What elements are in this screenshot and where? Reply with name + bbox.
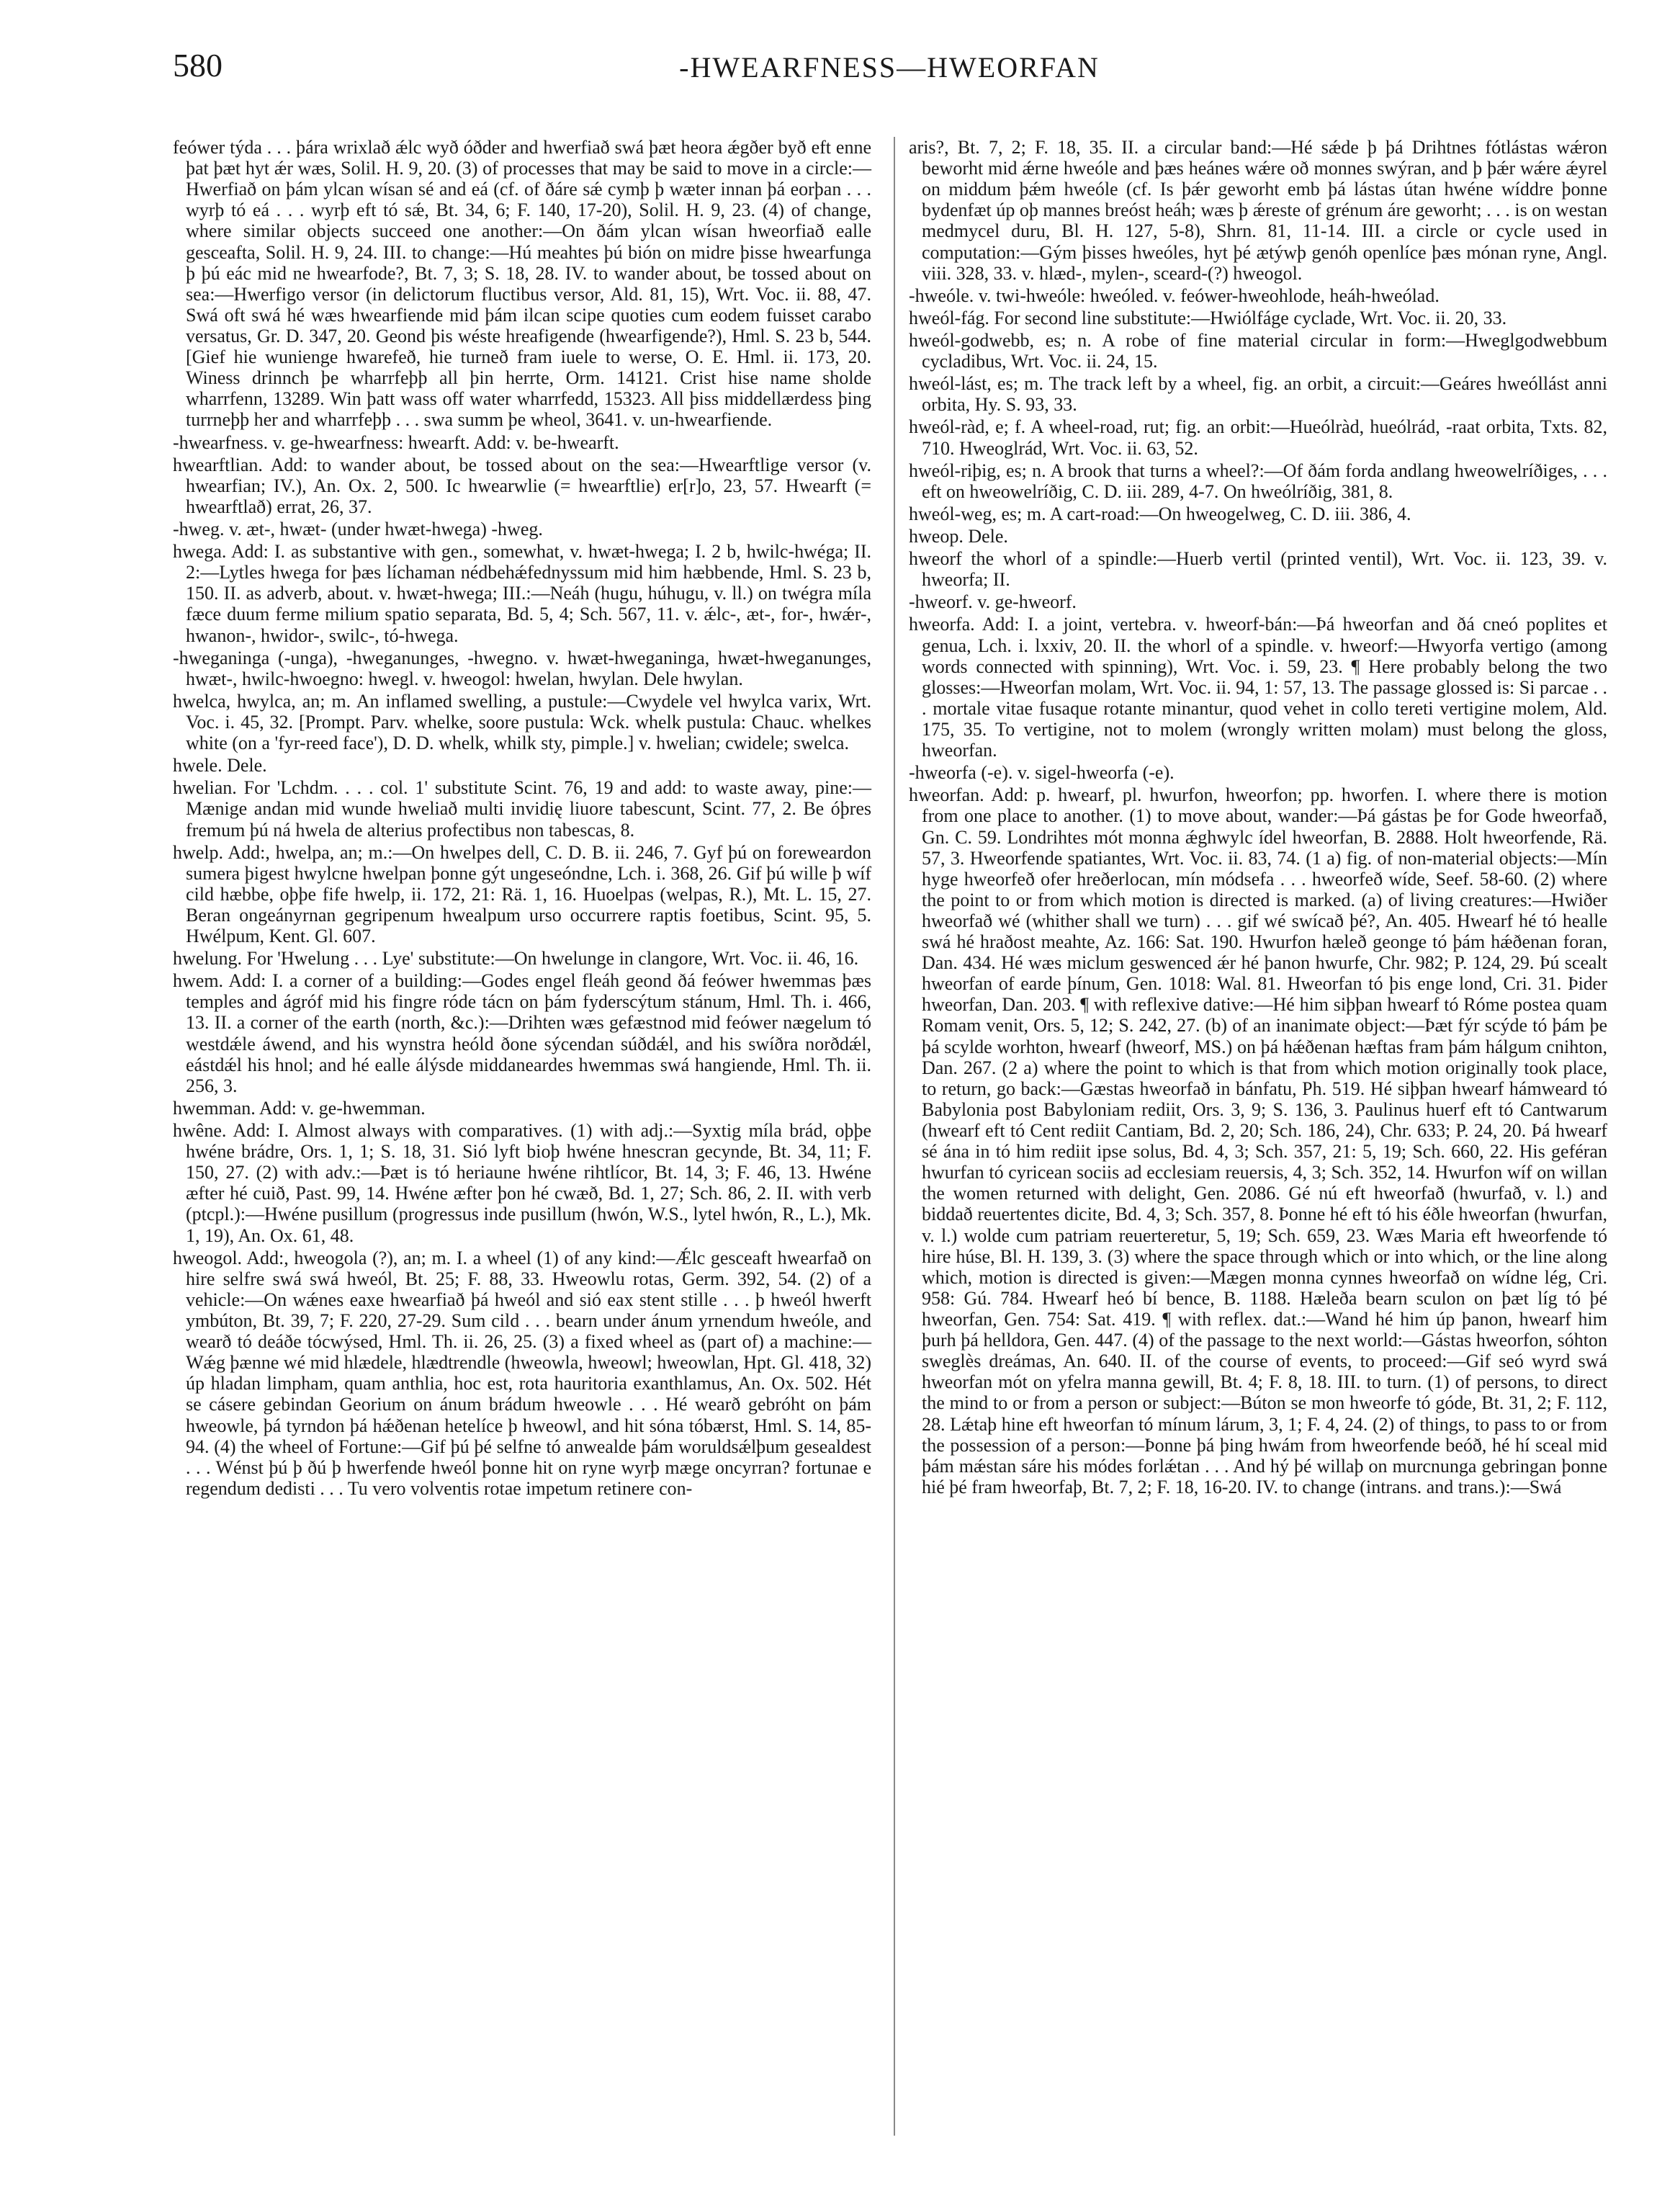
entry-paragraph: -hwearfness. v. ge-hwearfness: hwearft. Add: v. be-hwearft.	[173, 431, 619, 453]
entry-paragraph: -hweóle. v. twi-hweóle: hweóled. v. feówer-hweohlode, heáh-hweólad.	[909, 285, 1440, 306]
entry-paragraph: hweól-riþig, es; n. A brook that turns a wheel?:—Of ðám forda andlang hweowelríðiges, . . . eft on hweowelríðig, C. D. iii. 289, 4-7. On hweólríðig, 381, 8.	[909, 460, 1607, 502]
entry-paragraph: hwêne. Add: I. Almost always with comparatives. (1) with adj.:—Syxtig míla brád, oþþe hwéne brádre, Ors. 1, 1; S. 18, 31. Sió lyft bioþ hwéne hnescran gecynde, Bt. 34, 11; F. 150, 27. (2) with adv.:—Þæt is tó heriaune hwéne rihtlícor, Bt. 14, 3; F. 46, 13. Hwéne æfter hé cuið, Past. 99, 14. Hwéne æfter þon hé cwæð, Bd. 1, 27; Sch. 86, 2. II. with verb (ptcpl.):—Hwéne pusillum (progressus inde pusillum (hwón, W.S., lytel hwón, R., L.), Mk. 1, 19), An. Ox. 61, 48.	[173, 1120, 871, 1246]
entry-paragraph: hweorfa. Add: I. a joint, vertebra. v. hweorf-bán:—Þá hweorfan and ðá cneó poplites et genua, Lch. i. lxxiv, 20. II. the whorl of a spindle. v. hweorf:—Hwyorfa vertigo (among words connected with spinning), Wrt. Voc. i. 59, 23. ¶ Here probably belong the two glosses:—Hweorfan molam, Wrt. Voc. ii. 94, 1: 57, 13. The passage glossed is: Si parcae . . . mortale vitae fusaque rotante minantur, quod vehet in collo tereti vertigine molem, Ald. 175, 35. To vertigine, not to molem (wrongly written molam) must belong the gloss, hweorfan.	[909, 614, 1607, 761]
entry-paragraph: -hweg. v. æt-, hwæt- (under hwæt-hwega) -hweg.	[173, 518, 543, 539]
entry-paragraph: hwega. Add: I. as substantive with gen., somewhat, v. hwæt-hwega; I. 2 b, hwilc-hwéga; II. 2:—Lytles hwega for þæs líchaman nédbehǽfednyssum mid him hæbbende, Hml. S. 23 b, 150. II. as adverb, about. v. hwæt-hwega; III.:—Neáh (hugu, húhugu, v. ll.) on twégra míla fæce duum ferme milium spatio separata, Bd. 5, 4; Sch. 567, 11. v. ǽlc-, æt-, for-, hwǽr-, hwanon-, hwidor-, swilc-, tó-hwega.	[173, 541, 871, 646]
entry-paragraph: aris?, Bt. 7, 2; F. 18, 35. II. a circular band:—Hé sǽde þ þá Drihtnes fótlástas wǽron beworht mid ǽrne hweóle and þæs heánes wǽre oð monnes swýran, and þ þǽr wǽre ǽyrel on middum þǽm hweóle (cf. Is þǽr geworht emb þá lástas útan hwéne wíddre þonne bydenfæt úp oþ mannes breóst heáh; wæs þ ǽreste of grénum áre geworht; . . . is on westan medmycel duru, Bl. H. 127, 5-8), Shrn. 81, 11-14. III. a circle or cycle used in computation:—Gým þisses hweóles, hyt þé ætýwþ genóh openlíce þæs mónan ryne, Angl. viii. 328, 33. v. hlæd-, mylen-, sceard-(?) hweogol.	[909, 137, 1607, 284]
entry-paragraph: hweól-ràd, e; f. A wheel-road, rut; fig. an orbit:—Hueólràd, hueólrád, -raat orbita, Txts. 82, 710. Hweoglrád, Wrt. Voc. ii. 63, 52.	[909, 416, 1607, 459]
page-number: 580	[173, 47, 223, 84]
entry-paragraph: hwele. Dele.	[173, 755, 267, 776]
entry-paragraph: hwem. Add: I. a corner of a building:—Godes engel fleáh geond ðá feówer hwemmas þæs temples and ágróf mid his fingre róde tácn on þám fyderscýtum stánum, Hml. Th. i. 466, 13. II. a corner of the earth (north, &c.):—Drihten wæs gefæstnod mid feówer nægelum tó westdǽle áwend, and his wynstra heóld ðone sýcendan súðdǽl, and his swíðra norðdǽl, eástdǽl his hnol; and hé ealle álýsde middaneardes hwemmas swá hangiende, Hml. Th. ii. 256, 3.	[173, 970, 871, 1096]
entry-paragraph: hwelp. Add:, hwelpa, an; m.:—On hwelpes dell, C. D. B. ii. 246, 7. Gyf þú on foreweardon sumera þigest hwylcne hwelpan þonne gýt ungeseóndne, Lch. i. 368, 26. Gif þú wille þ wíf cild hæbbe, oþþe fife hwelp, ii. 172, 21: Rä. 1, 16. Huoelpas (welpas, R.), Mt. L. 15, 27. Beran ongeányrnan gegripenum hwealpum urso occurrere raptis foetibus, Scint. 95, 5. Hwélpum, Kent. Gl. 607.	[173, 841, 871, 947]
entry-paragraph: -hweorf. v. ge-hweorf.	[909, 591, 1077, 613]
entry-paragraph: -hweorfa (-e). v. sigel-hweorfa (-e).	[909, 762, 1175, 784]
entry-paragraph: hwelung. For 'Hwelung . . . Lye' substitute:—On hwelunge in clangore, Wrt. Voc. ii. 46, 16.	[173, 948, 859, 970]
column-divider	[894, 137, 895, 2136]
entry-paragraph: hwearftlian. Add: to wander about, be tossed about on the sea:—Hwearftlige versor (v. hwearfian; IV.), An. Ox. 2, 500. Ic hwearwlie (= hwearftlie) er[r]o, 23, 57. Hwearft (= hwearftlað) errat, 26, 37.	[173, 454, 871, 517]
entry-paragraph: hweop. Dele.	[909, 525, 1008, 547]
entry-paragraph: hwelian. For 'Lchdm. . . . col. 1' substitute Scint. 76, 19 and add: to waste away, pine:—Mænige andan mid wunde hweliað multi invidię liuore tabescunt, Scint. 77, 2. Be óþres fremum þú ná hwela de alterius profectibus non tabescas, 8.	[173, 777, 871, 841]
entry-paragraph: hwelca, hwylca, an; m. An inflamed swelling, a pustule:—Cwydele vel hwylca varix, Wrt. Voc. i. 45, 32. [Prompt. Parv. whelke, soore pustula: Wck. whelk pustula: Chauc. whelkes white (on a 'fyr-reed face'), D. D. whelk, whilk sty, pimple.] v. hwelian; cwidele; swelca.	[173, 690, 871, 754]
page-header	[173, 46, 1606, 97]
entry-paragraph: -hweganinga (-unga), -hweganunges, -hwegno. v. hwæt-hweganinga, hwæt-hweganunges, hwæt-, hwilc-hwoegno: hwegl. v. hweogol: hwelan, hwylan. Dele hwylan.	[173, 647, 871, 689]
entry-paragraph: hweogol. Add:, hweogola (?), an; m. I. a wheel (1) of any kind:—Ǽlc gesceaft hwearfað on hire selfre swá swá hweól, Bt. 25; F. 88, 33. Hweowlu rotas, Germ. 392, 54. (2) of a vehicle:—On wǽnes eaxe hwearfiað þá hweól and sió eax stent stille . . . þ hweól hwerft ymbúton, Bt. 39, 7; F. 220, 27-29. Sum cild . . . bearn under ánum yrnendum hweóle, and wearð tó deáðe tócwýsed, Hml. Th. ii. 26, 25. (3) a fixed wheel as (part of) a machine:—Wǽg þænne wé mid hlædele, hlædtrendle (hweowla, hweowl; hweowlan, Hpt. Gl. 418, 32) úp hladan limpham, quam anthlia, hoc est, rota hauritoria exanthlamus, An. Ox. 502. Hét se cásere gebindan Georium on ánum brádum hweowle . . . Hé wearð gebróht on þám hweowle, þá tyrndon þá hǽðenan hetelíce þ hweowl, and hit sóna tóbærst, Hml. S. 14, 85-94. (4) the wheel of Fortune:—Gif þú þé selfne tó anwealde þám woruldsǽlþum gesealdest . . . Wénst þú þ ðú þ hwerfende hweól þonne hit on ryne wyrþ mæge oncyrran? fortunae e regendum dedisti . . . Tu vero volventis rotae impetum retinere con-	[173, 1247, 871, 1499]
entry-paragraph: hweorfan. Add: p. hwearf, pl. hwurfon, hweorfon; pp. hworfen. I. where there is motion from one place to another. (1) to move about, wander:—Þá gástas þe for Gode hweorfað, Gn. C. 59. Londrihtes mót monna ǽghwylc ídel hweorfan, B. 2888. Holt hweorfende, Rä. 57, 3. Hweorfende spatiantes, Wrt. Voc. ii. 83, 74. (1 a) fig. of non-material objects:—Mín hyge hweorfeð ofer hreðerlocan, mín módsefa . . . hweorfeð wíde, Seef. 58-60. (2) where the point to or from which motion is directed is marked. (a) of living creatures:—Hwiðer hweorfað wé (whither shall we turn) . . . gif wé swícað þé?, An. 405. Hwearf hé tó healle swá hé hraðost meahte, Az. 166: Sat. 190. Hwurfon hæleð geonge tó þám hǽðenan foran, Dan. 434. Hé wæs miclum geswenced ǽr hé þanon hwurfe, Chr. 982; P. 124, 29. Þú scealt hweorfan of earde þínum, Gen. 1018: Wal. 81. Hweorfan tó þis enge lond, Cri. 31. Þider hweorfan, Dan. 203. ¶ with reflexive dative:—Hé him siþþan hwearf tó Róme postea quam Romam venit, Ors. 5, 12; S. 242, 27. (b) of an inanimate object:—Þæt fýr scýde tó þám þe þá scylde worhton, hwearf (hweorf, MS.) on þá hǽðenan hæftas fram þám hálgum cnihton, Dan. 267. (2 a) where the point to which is that from which motion originally took place, to return, go back:—Gæstas hweorfað in bánfatu, Ph. 519. Hé siþþan hwearf hámweard tó Babylonia post Babyloniam rediit, Ors. 3, 9; S. 136, 3. Paulinus huerf eft tó Cantwarum (hwearf eft tó Cent rediit Cantiam, Bd. 2, 20; Sch. 186, 24), Chr. 633; P. 24, 20. Þá hwearf sé ána in tó him rediit ipse solus, Bd. 4, 3; Sch. 357, 21: 5, 19; Sch. 660, 22. His geféran hwurfan tó cyricean sociis ad ecclesiam reuersis, 4, 3; Sch. 352, 14. Hwurfon wíf on willan the women returned with delight, Gen. 2086. Gé nú eft hweorfað (hwurfað, v. l.) and biddað reuertentes dicite, Bd. 4, 3; Sch. 357, 8. Þonne hé eft tó his éðle hweorfan (hwurfan, v. l.) wolde cum patriam reuerteretur, 5, 19; Sch. 659, 23. Wæs Maria eft hweorfende tó hire húse, Bl. H. 139, 3. (3) where the space through which or into which, or the line along which, motion is directed is given:—Mægen monna cynnes hweorfað on wídne lég, Cri. 958: Gú. 784. Hwearf heó bí bence, B. 1188. Hæleða bearn sculon on þæt líg tó þé hweorfan, Gen. 754: Sat. 419. ¶ with reflex. dat.:—Wand hé him úp þanon, hwearf him þurh þá helldora, Gen. 447. (4) of the passage to the next world:—Gástas hweorfon, sóhton sweglès dreámas, An. 640. II. of the course of events, to proceed:—Gif seó wyrd swá hweorfan mót on yfelra manna gewill, Bt. 4; F. 8, 18. III. to turn. (1) of persons, to direct the mind to or from a person or subject:—Búton se mon hweorfe tó góde, Bt. 31, 2; F. 112, 28. Lǽtaþ hine eft hweorfan tó mínum lárum, 3, 1; F. 4, 24. (2) of things, to pass to or from the possession of a person:—Þonne þá þing hwám from hweorfende beóð, hé hí sceal mid þám mǽstan sáre his módes forlǽtan . . . And hý þé willaþ on murcnunga gebringan þonne hié þé fram hweorfaþ, Bt. 7, 2; F. 18, 16-20. IV. to change (intrans. and trans.):—Swá	[909, 784, 1607, 1497]
entry-paragraph: hweól-fág. For second line substitute:—Hwiólfáge cyclade, Wrt. Voc. ii. 20, 33.	[909, 307, 1507, 328]
entry-paragraph: feówer týda . . . þára wrixlað ǽlc wyð óðder and hwerfiað swá þæt heora ǽgðer byð eft enne þat þæt hyt ǽr wæs, Solil. H. 9, 20. (3) of processes that may be said to move in a circle:—Hwerfiað on þám ylcan wísan sé and eá (cf. of ðáre sǽ cymþ þ wæter innan þá eorþan . . . wyrþ tó eá . . . wyrþ eft tó sǽ, Bt. 34, 6; F. 140, 17-20), Solil. H. 9, 23. (4) of change, where similar objects succeed one another:—On ðám ylcan wísan hweorfiað ealle gesceafta, Solil. H. 9, 24. III. to change:—Hú meahtes þú bión on midre þisse hwearfunga þ þú eác mid ne hwearfode?, Bt. 7, 3; S. 18, 28. IV. to wander about, be tossed about on sea:—Hwerfigo versor (in delictorum fluctibus versor, Ald. 81, 15), Wrt. Voc. ii. 88, 47. Swá oft swá hé wæs hwearfiende mid þám ilcan scipe quoties cum eodem fuisset carabo versatus, Gr. D. 347, 20. Geond þis wéste hreafigende (hwearfigende?), Hml. S. 23 b, 544. [Gief hie wunienge hwarefeð, hie turneð fram iuele to werse, O. E. Hml. ii. 173, 20. Winess drinnch þe wharrfeþþ all þin herrte, Orm. 14121. Crist hise name sholde wharrfenn, 13289. Win þatt wass off water wharrfedd, 15323. All þiss middellærdess þing turrneþþ her and wharrfeþþ . . . swa summ þe wheol, 3641. v. un-hwearfiende.	[173, 137, 871, 431]
left-column	[173, 137, 871, 1500]
running-head: -HWEARFNESS—HWEORFAN	[679, 51, 1100, 84]
entry-paragraph: hweól-lást, es; m. The track left by a wheel, fig. an orbit, a circuit:—Geáres hweóllást anni orbita, Hy. S. 93, 33.	[909, 373, 1607, 416]
entry-paragraph: hweorf the whorl of a spindle:—Huerb vertil (printed ventil), Wrt. Voc. ii. 123, 39. v. hweorfa; II.	[909, 548, 1607, 591]
entry-paragraph: hweól-godwebb, es; n. A robe of fine material circular in form:—Hweglgodwebbum cycladibus, Wrt. Voc. ii. 24, 15.	[909, 329, 1607, 372]
entry-paragraph: hweól-weg, es; m. A cart-road:—On hweogelweg, C. D. iii. 386, 4.	[909, 503, 1411, 524]
right-column	[909, 137, 1607, 1499]
entry-paragraph: hwemman. Add: v. ge-hwemman.	[173, 1097, 426, 1119]
